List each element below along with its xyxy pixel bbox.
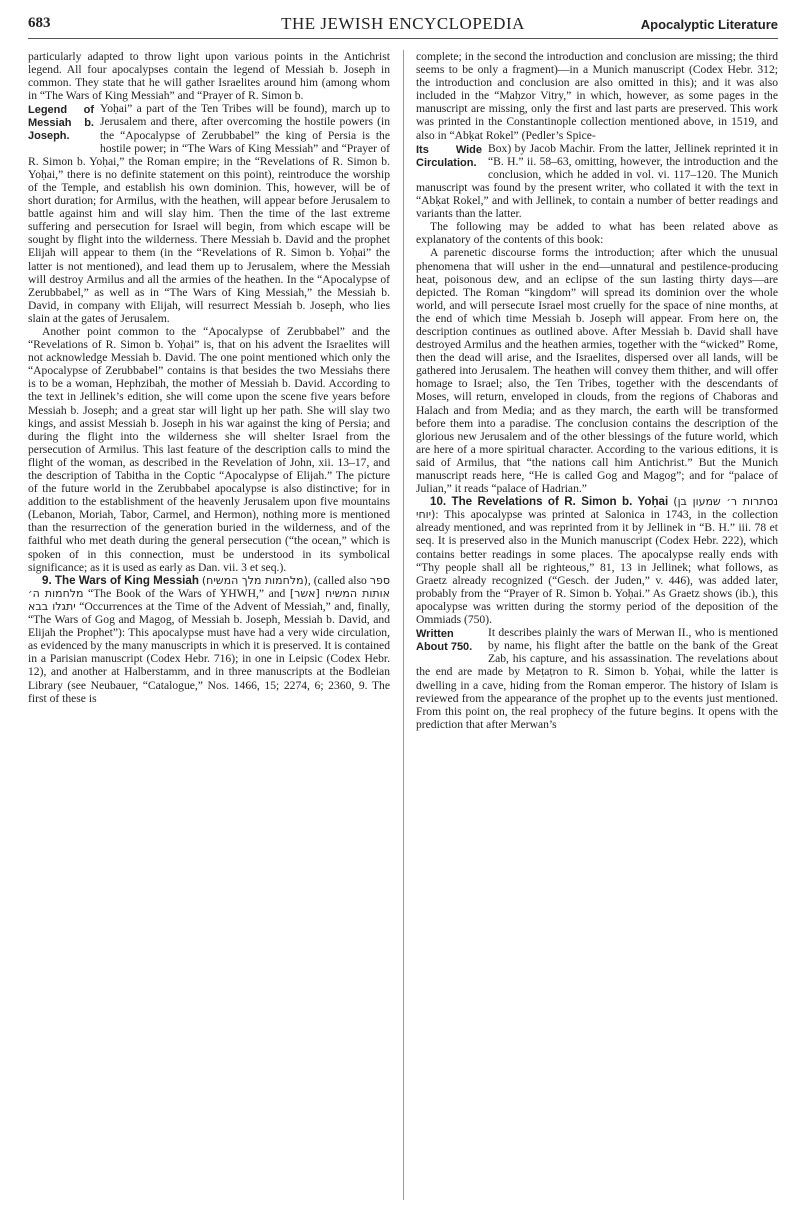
- section-title: Apocalyptic Literature: [640, 17, 778, 32]
- text-span: Yoḥai” a part of the Ten Tribes will be found), march up to Jerusalem and there, after overcoming the hostile powers (in the “Apocalypse of Zerubbabel” the king of Persia is the hostile power; in “The Wars of King Messiah” and “Prayer of R. Simon b. Yoḥai,” the Roman empire; in the “Revelations of R. Simon b. Yoḥai,” there is no definite statement on this point), reintroduce the worship of the Temple, and establish his own dominion. This, however, will be of short duration; for Armilus, with the heathen, will appear before Jerusalem to battle against him and will slay him. Then the time of the last extreme suffering and persecution for Israel will begin, from which escape will be sought by flight into the wilderness. There Messiah b. David and the prophet Elijah will appear to them (in the “Revelations of R. Simon b. Yoḥai” the latter is not mentioned), and lead them up to Jerusalem, where the Messiah will destroy Armilus and all the armies of the heathen. In the “Apocalypse of Zerubbabel,” as well as in “The Wars of King Messiah,” the Messiah b. David, in company with Elijah, will resurrect Messiah b. Joseph, who lies slain at the gates of Jerusalem.: [28, 102, 390, 325]
- page-number: 683: [28, 15, 51, 31]
- text-span: The following may be added to what has been related above as explanatory of the contents of this book:: [416, 220, 778, 247]
- text-span: : This apocalypse was printed at Salonica in 1743, in the collection already mentioned, and was reprinted from it by Jellinek in “B. H.” iii. 78 et seq. It is preserved also in the Munich manuscript (Codex Hebr. 222), which contains better readings in some places. The apocalypse really ends with “Thy people shall all be righteous,” 81, 13 in Jellinek; what follows, as Graetz already recognized (“Gesch. der Juden,” v. 446), was added later, probably from the “Prayer of R. Simon b. Yoḥai.” As Graetz shows (ib.), this apocalypse was written during the stormy period of the deposition of the Ommiads (750).: [416, 508, 778, 627]
- margin-note: Legend of Messiah b. Joseph.: [28, 104, 94, 143]
- paragraph: [28, 574, 390, 705]
- header-rule: [28, 38, 778, 39]
- hebrew-title: ספר מלחמות ה׳: [28, 573, 390, 600]
- section-heading: 9. The Wars of King Messiah: [42, 573, 199, 587]
- text-span: It describes plainly the wars of Merwan II., who is mentioned by name, his flight after the battle on the bank of the Great Zab, his capture, and his assassination. The revelations about the end are made by Meṭaṭron to R. Simon b. Yoḥai, while the latter is dwelling in a cave, hiding from the Roman emperor. The history of Islam is reviewed from the appearance of the prophet up to the events just mentioned. From this point on, the real prophecy of the future begins. It opens with the prediction that after Merwan’s: [416, 626, 778, 731]
- paragraph: [28, 325, 390, 574]
- page-title: THE JEWISH ENCYCLOPEDIA: [281, 14, 525, 33]
- hebrew-title: [אותות המשיח [אשר יתגלו בבא: [28, 586, 390, 613]
- text-span: , (called also: [307, 573, 367, 587]
- paragraph: [416, 220, 778, 246]
- paragraph: [28, 50, 390, 102]
- paragraph: [416, 495, 778, 626]
- right-column: [416, 50, 778, 731]
- text-span: Another point common to the “Apocalypse of Zerubbabel” and the “Revelations of R. Simon b. Yoḥai” is, that on his advent the Israelites will not acknowledge Messiah b. David. The one point mentioned which only the “Apocalypse of Zerubbabel” contains is that besides the two Messiahs there is to be a woman, Hephzibah, the mother of Messiah b. David. According to the text in Jellinek’s edition, she will come upon the scene five years before Messiah b. Joseph; and a great star will light up her path. She will slay two kings, and assist Messiah b. Joseph in his war against the king of Persia; and during the flight into the wilderness she will shelter Israel from the persecution of Armilus. This last feature of the description calls to mind the flight of the woman, as described in the Revelation of John, xii. 13–17, and the description of Tabitha in the Coptic “Apocalypse of Elijah.” The picture of the future world in the Zerubbabel apocalypse is also distinctive; for in addition to the establishment of the heavenly Jerusalem upon five mountains (Lebanon, Moriah, Tabor, Carmel, and Hermon), nothing more is mentioned than the resurrection of the generation buried in the wilderness, and of the faithful who met death during the general persecution (“the ocean,” which is spoken of in this connection, must be understood in its symbolical significance; as it is used as early as Dan. vii. 3 et seq.).: [28, 324, 390, 574]
- hebrew-title: (נסתרות ר׳ שמעון בן יוחי): [416, 495, 779, 522]
- margin-note: Its Wide Circulation.: [416, 143, 482, 169]
- text-span: A parenetic discourse forms the introduction; after which the unusual phenomena that will usher in the end—unnatural and pestilence-producing heat, poisonous dew, and an eclipse of the sun lasting thirty days—are depicted. The Roman “kingdom” will spread its dominion over the whole world, and will persecute Israel most cruelly for the space of nine months, at the end of which time Messiah b. Joseph will appear. From here on, the description continues as outlined above. After Messiah b. David shall have destroyed Armilus and the heathen armies, together with the “wicked” Rome, then the dead will arise, and the Israelites, dispersed over all lands, will be gathered into Jerusalem. The heathen will convey them thither, and will offer homage to Israel; also, the Ten Tribes, together with the descendants of Moses, will return, enveloped in clouds, from the regions of Chaboras and Halach and from Media; and as they march, the earth will be transformed before them into a paradise. The conclusion contains the description of the glorious new Jerusalem and of the other blessings of the future world, which are here of a more spiritual character. According to the various editions, it is said of Armilus, that “the nations call him Antichrist.” But the Munich manuscript reads here, “He is called Gog and Magog”; and for “palace of Julian,” it reads “palace of Hadrian.”: [416, 246, 778, 496]
- page-header: [28, 12, 778, 38]
- paragraph: [416, 50, 778, 142]
- left-column: [28, 50, 390, 705]
- text-span: “The Book of the Wars of YHWH,” and: [88, 586, 286, 600]
- text-span: particularly adapted to throw light upon various points in the Antichrist legend. All four apocalypses contain the legend of Messiah b. Joseph in common. They state that he will gather Israelites around him (among whom in “The Wars of King Messiah” and “Prayer of R. Simon b.: [28, 50, 390, 103]
- paragraph: [416, 246, 778, 495]
- hebrew-title: (מלחמות מלך המשיח): [201, 573, 308, 587]
- column-divider: [403, 50, 404, 1200]
- section-heading: 10. The Revelations of R. Simon b. Yoḥai: [430, 495, 669, 509]
- text-span: Box) by Jacob Machir. From the latter, Jellinek reprinted it in “B. H.” ii. 58–63, omitting, however, the introduction and the conclusion, which he added in vol. vi. 117–120. The Munich manuscript was found by the present writer, who collated it with the text in “Abḳat Rokel,” and with Jellinek, to contain a number of better readings and variants than the latter.: [416, 141, 778, 221]
- text-span: “Occurrences at the Time of the Advent of Messiah,” and, finally, “The Wars of Gog and Magog, of Messiah b. Joseph, Messiah b. David, and Elijah the Prophet”): This apocalypse must have had a very wide circulation, as evidenced by the many manuscripts in which it is preserved. It is contained in a Parisian manuscript (Codex Hebr. 716); in one in Leipsic (Codex Hebr. 12), and another at Halberstamm, and in three manuscripts at the Bodleian Library (see Neubauer, “Catalogue,” Nos. 1466, 15; 2274, 6; 2360, 9. The first of these is: [28, 599, 390, 705]
- margin-note: Written About 750.: [416, 628, 473, 654]
- text-span: complete; in the second the introduction and conclusion are missing; the third seems to be only a fragment)—in a Munich manuscript (Codex Hebr. 312; the introduction and conclusion are also omitted in this); and it was also included in the “Maḥzor Vitry,” in which, however, as some pages in the manuscript are missing, only the first and last parts are preserved. This work was printed in the Constantinople collection mentioned above, in 1519, and also in “Abḳat Rokel” (Pedler’s Spice-: [416, 50, 778, 142]
